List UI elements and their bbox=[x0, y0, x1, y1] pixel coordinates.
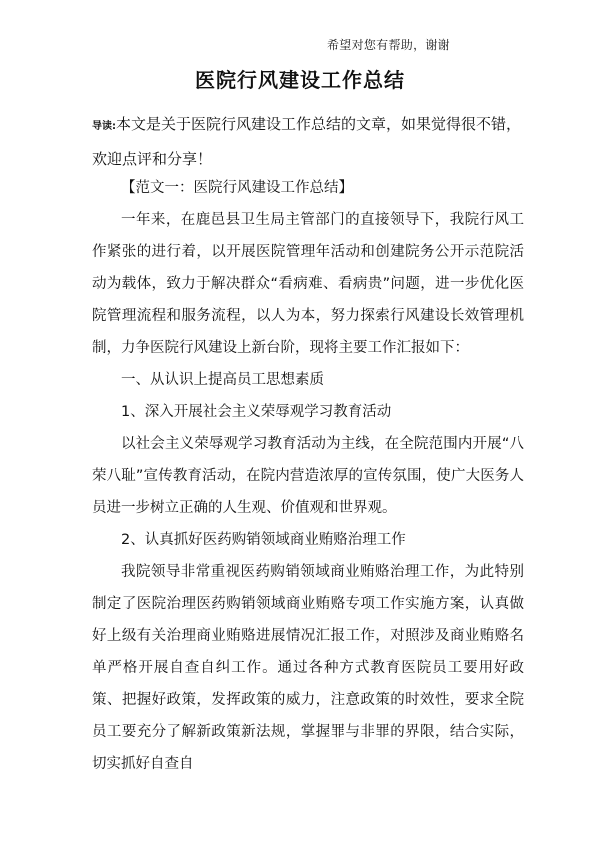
paragraph: 以社会主义荣辱观学习教育活动为主线，在全院范围内开展“八荣八耻”宣传教育活动，在院内营造浓厚的宣传氛围，使广大医务人员进一步树立正确的人生观、价值观和世界观。 bbox=[92, 436, 524, 516]
subsection-heading: 2、认真抓好医药购销领域商业贿赂治理工作 bbox=[121, 532, 406, 548]
section-heading: 一、从认识上提高员工思想素质 bbox=[121, 372, 324, 388]
intro-label: 导读: bbox=[92, 121, 116, 132]
page-title: 医院行风建设工作总结 bbox=[195, 68, 405, 92]
document-body bbox=[92, 172, 524, 780]
intro-text: 本文是关于医院行风建设工作总结的文章，如果觉得很不错，欢迎点评和分享！ bbox=[92, 115, 522, 168]
intro bbox=[92, 108, 532, 175]
paragraph: 我院领导非常重视医药购销领域商业贿赂治理工作，为此特别制定了医院治理医药购销领域商业贿赂专项工作实施方案，认真做好上级有关治理商业贿赂进展情况汇报工作，对照涉及商业贿赂名单严格开展自查自纠工作。通过各种方式教育医院员工要用好政策、把握好政策，发挥政策的威力，注意政策的时效性，要求全院员工要充分了解新政策新法规，掌握罪与非罪的界限，结合实际，切实抓好自查自 bbox=[92, 564, 524, 772]
sample-heading: 【范文一：医院行风建设工作总结】 bbox=[121, 180, 353, 196]
header-note: 希望对您有帮助，谢谢 bbox=[326, 38, 450, 52]
subsection-heading: 1、深入开展社会主义荣辱观学习教育活动 bbox=[121, 404, 392, 420]
paragraph: 一年来，在鹿邑县卫生局主管部门的直接领导下，我院行风工作紧张的进行着，以开展医院管理年活动和创建院务公开示范院活动为载体，致力于解决群众“看病难、看病贵”问题，进一步优化医院管理流程和服务流程，以人为本，努力探索行风建设长效管理机制，力争医院行风建设上新台阶，现将主要工作汇报如下： bbox=[92, 212, 524, 356]
